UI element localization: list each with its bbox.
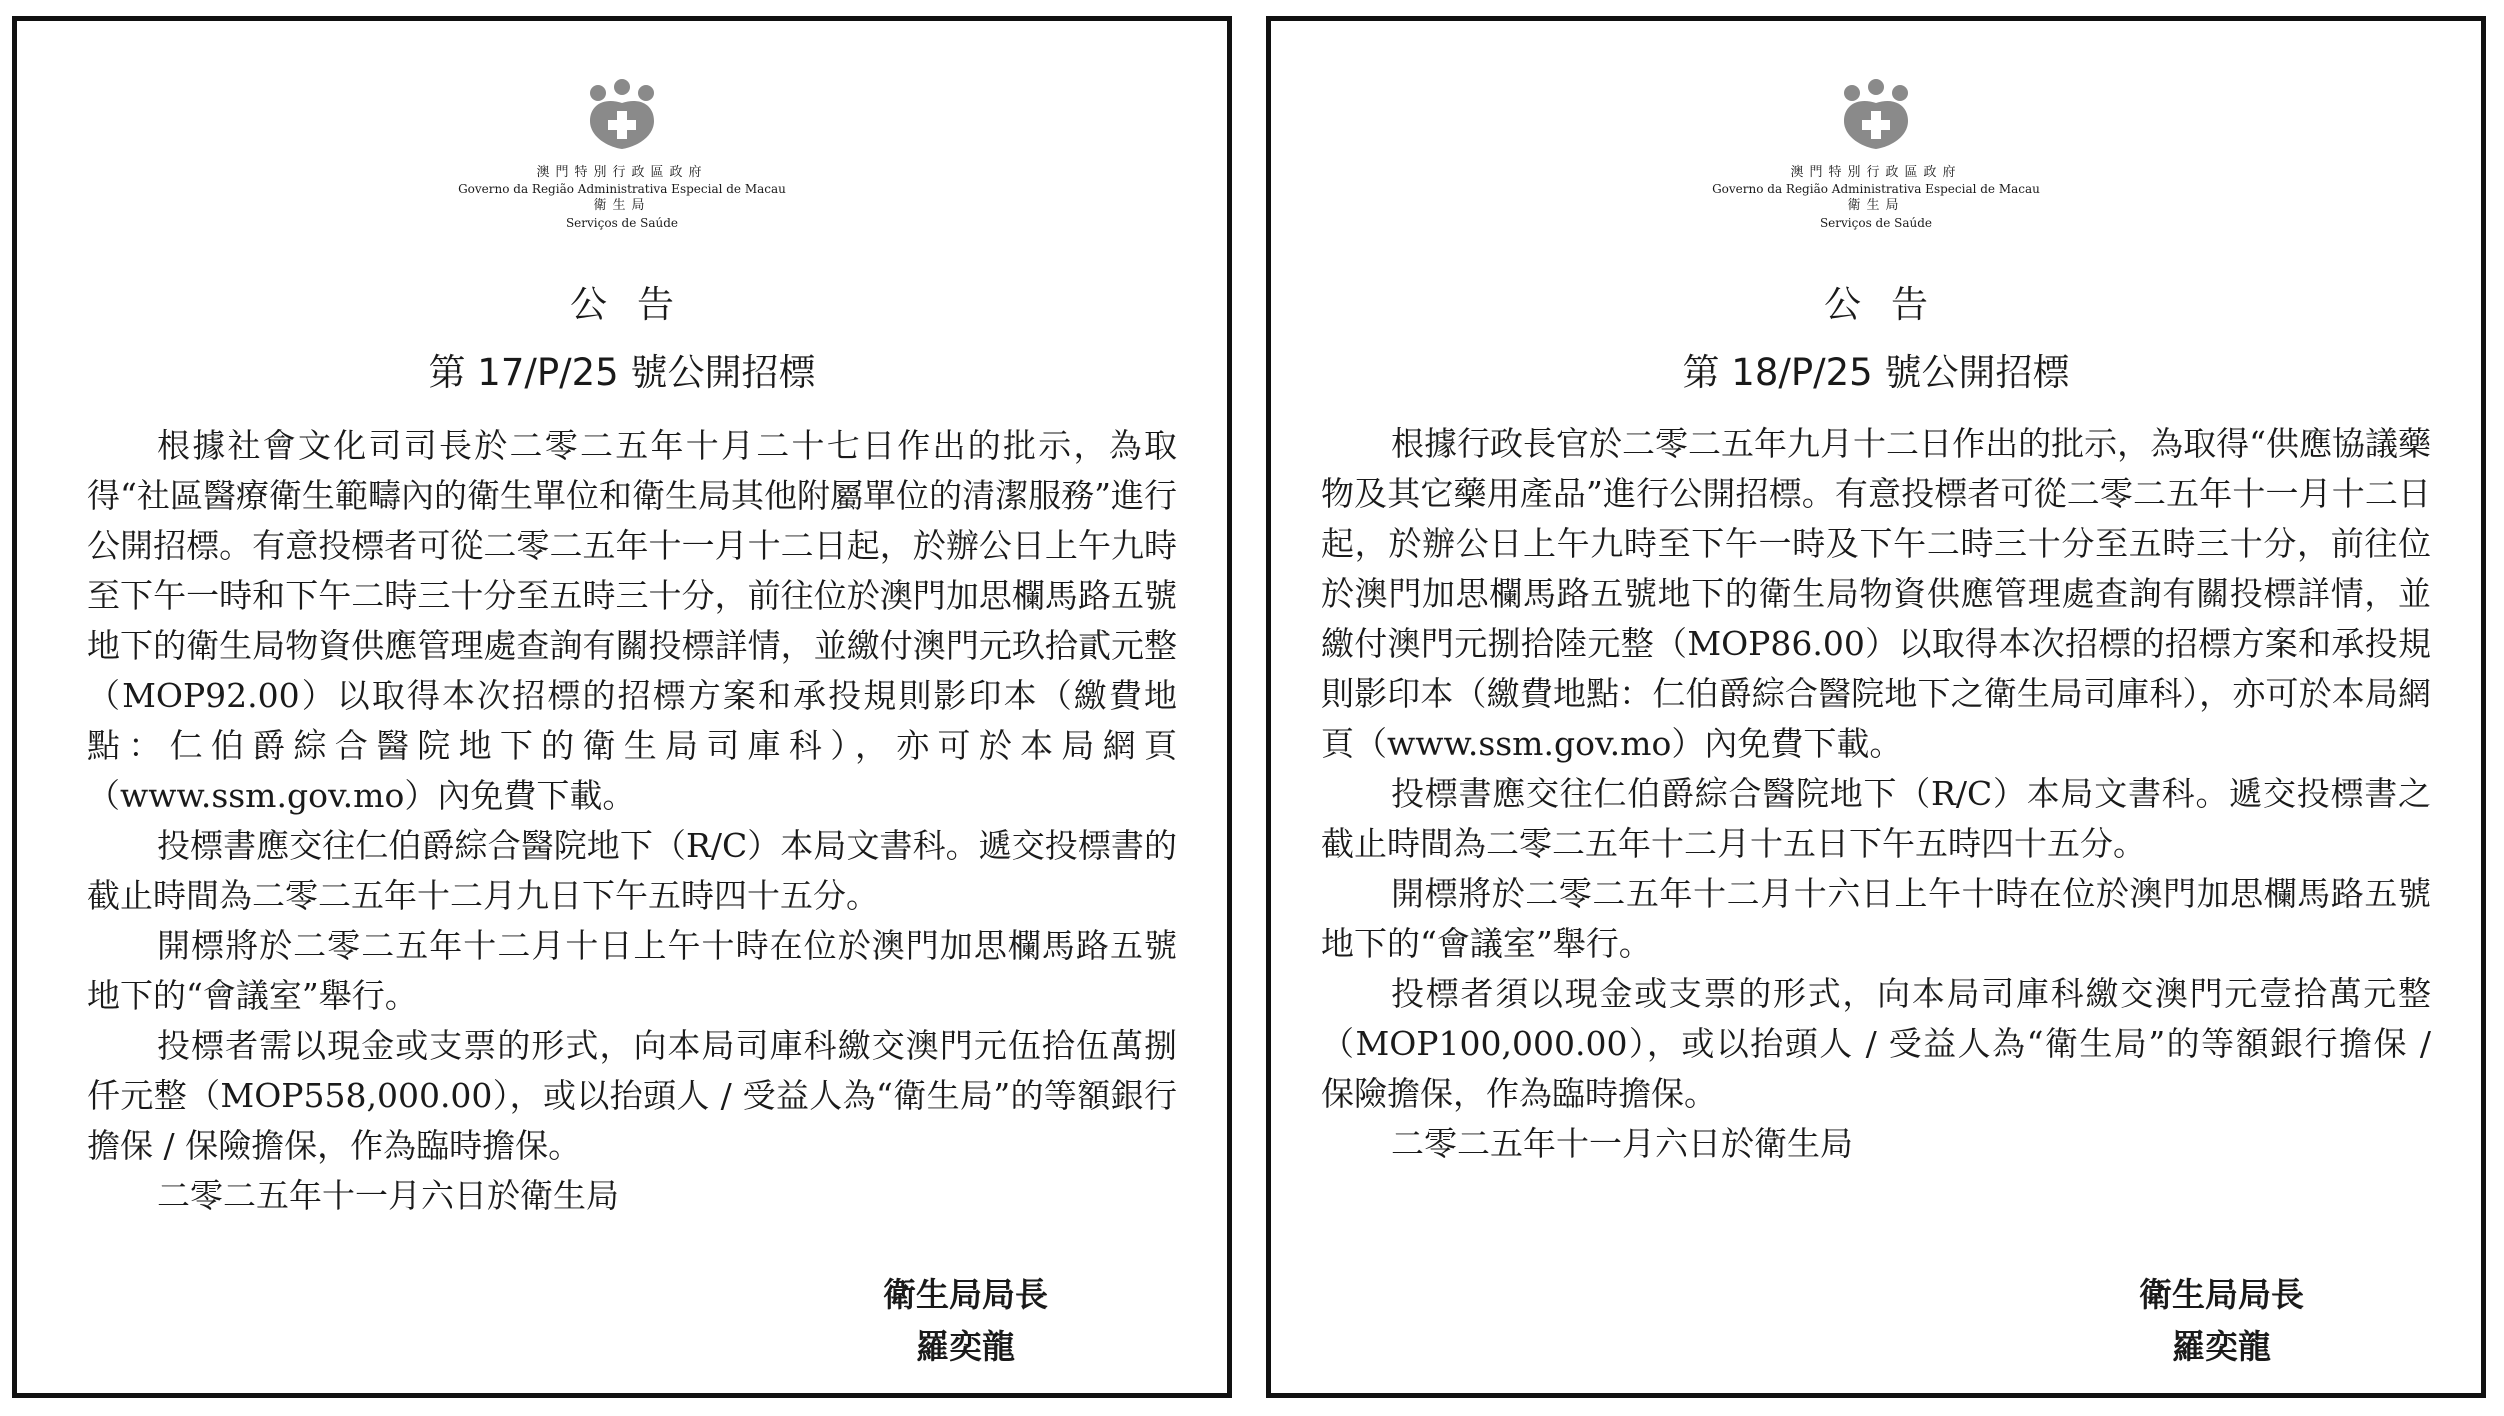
paragraph-opening: 開標將於二零二五年十二月十六日上午十時在位於澳門加思欄馬路五號地下的“會議室”舉行。 [1321, 874, 2431, 963]
paragraph-opening: 開標將於二零二五年十二月十日上午十時在位於澳門加思欄馬路五號地下的“會議室”舉行。 [87, 926, 1177, 1015]
paragraph-guarantee: 投標者需以現金或支票的形式，向本局司庫科繳交澳門元伍拾伍萬捌仟元整（MOP558,000.00），或以抬頭人 / 受益人為“衛生局”的等額銀行擔保 / 保險擔保，作為臨時擔保。 [87, 1026, 1177, 1165]
department-name-portuguese: Serviços de Saúde [565, 216, 679, 230]
paragraph-submission: 投標書應交往仁伯爵綜合醫院地下（R/C）本局文書科。遞交投標書之截止時間為二零二五年十二月十五日下午五時四十五分。 [1321, 774, 2431, 863]
government-name-chinese: 澳門特別行政區政府 [1790, 165, 1962, 180]
department-name-portuguese: Serviços de Saúde [1819, 216, 1933, 230]
dateline: 二零二五年十一月六日於衛生局 [157, 1176, 619, 1215]
tender-number-title: 第 17/P/25 號公開招標 [428, 351, 816, 394]
signature-title: 衛生局局長 [883, 1275, 1048, 1314]
notice-body [1321, 419, 2431, 1169]
health-bureau-emblem-icon [1838, 79, 1914, 151]
paragraph-instruction: 根據行政長官於二零二五年九月十二日作出的批示，為取得“供應協議藥物及其它藥用產品”進行公開招標。有意投標者可從二零二五年十一月十二日起，於辦公日上午九時至下午一時及下午二時三十分至五時三十分，前往位於澳門加思欄馬路五號地下的衛生局物資供應管理處查詢有關投標詳情，並繳付澳門元捌拾陸元整（MOP86.00）以取得本次招標的招標方案和承投規則影印本（繳費地點：仁伯爵綜合醫院地下之衛生局司庫科），亦可於本局網頁（www.ssm.gov.mo）內免費下載。 [1321, 424, 2431, 763]
notice-heading: 公告 [1824, 283, 1958, 326]
signature-name: 羅奕龍 [916, 1327, 1015, 1366]
department-name-chinese: 衛生局 [593, 198, 651, 213]
tender-number-title: 第 18/P/25 號公開招標 [1682, 351, 2070, 394]
health-bureau-logo [17, 79, 1227, 231]
government-name-portuguese: Governo da Região Administrativa Especial de Macau [1712, 182, 2040, 196]
notice-body [87, 421, 1177, 1221]
paragraph-instruction: 根據社會文化司司長於二零二五年十月二十七日作出的批示，為取得“社區醫療衛生範疇內的衛生單位和衛生局其他附屬單位的清潔服務”進行公開招標。有意投標者可從二零二五年十一月十二日起，於辦公日上午九時至下午一時和下午二時三十分至五時三十分，前往位於澳門加思欄馬路五號地下的衛生局物資供應管理處查詢有關投標詳情，並繳付澳門元玖拾貳元整（MOP92.00）以取得本次招標的招標方案和承投規則影印本（繳費地點：仁伯爵綜合醫院地下的衛生局司庫科），亦可於本局網頁（www.ssm.gov.mo）內免費下載。 [87, 426, 1177, 815]
signature-block [883, 1269, 1048, 1373]
dateline: 二零二五年十一月六日於衛生局 [1391, 1124, 1853, 1163]
department-name-chinese: 衛生局 [1847, 198, 1905, 213]
signature-block [2139, 1269, 2304, 1373]
health-bureau-logo [1271, 79, 2481, 231]
signature-name: 羅奕龍 [2172, 1327, 2271, 1366]
paragraph-guarantee: 投標者須以現金或支票的形式，向本局司庫科繳交澳門元壹拾萬元整（MOP100,000.00），或以抬頭人 / 受益人為“衛生局”的等額銀行擔保 / 保險擔保，作為臨時擔保。 [1321, 974, 2431, 1113]
paragraph-submission: 投標書應交往仁伯爵綜合醫院地下（R/C）本局文書科。遞交投標書的截止時間為二零二五年十二月九日下午五時四十五分。 [87, 826, 1177, 915]
notice-heading: 公告 [570, 283, 704, 326]
health-bureau-emblem-icon [584, 79, 660, 151]
signature-title: 衛生局局長 [2139, 1275, 2304, 1314]
government-name-portuguese: Governo da Região Administrativa Especial de Macau [458, 182, 786, 196]
government-name-chinese: 澳門特別行政區政府 [536, 165, 708, 180]
tender-notice-17 [12, 16, 1232, 1398]
tender-notice-18 [1266, 16, 2486, 1398]
